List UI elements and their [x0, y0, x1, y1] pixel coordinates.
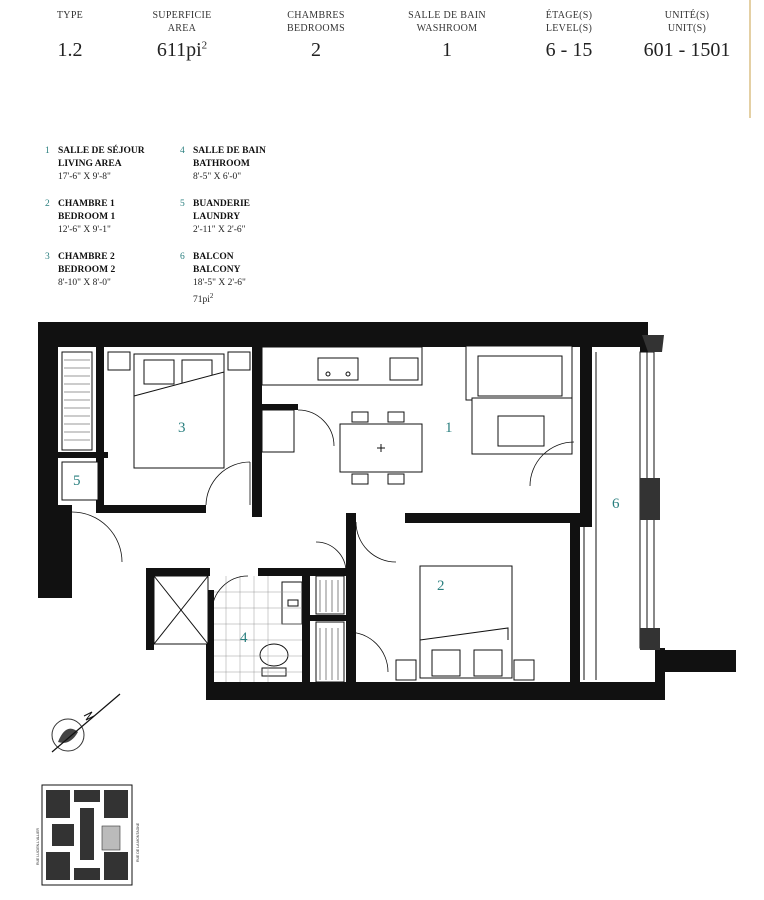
street-right-label: RUE DE LA MONTAGNE: [136, 822, 140, 862]
legend-num: 6: [180, 252, 185, 262]
compass-icon: [52, 694, 120, 752]
legend-num: 3: [45, 252, 50, 262]
bathroom-tiles: [214, 576, 302, 682]
keyplan: [36, 785, 140, 885]
legend-dims: 8'-5" X 6'-0": [193, 172, 242, 182]
units-label: UNITÉ(S) UNIT(S): [664, 10, 710, 34]
legend-dims: 12'-6" X 9'-1": [58, 225, 111, 235]
unit-location-highlight: [102, 826, 120, 850]
legend-dims: 8'-10" X 8'-0": [58, 278, 111, 288]
legend-name-fr: BUANDERIE: [193, 199, 251, 209]
plan-label-room-3: 3: [178, 420, 186, 436]
legend-dims: 18'-5" X 2'-6": [193, 278, 246, 288]
plan-label-room-2: 2: [437, 578, 445, 594]
washroom-label: SALLE DE BAIN WASHROOM: [408, 10, 486, 34]
legend-name-fr: SALLE DE BAIN: [193, 146, 266, 156]
legend-dims: 17'-6" X 9'-8": [58, 172, 111, 182]
street-left-label: RUE LUCIEN-L'ALLIER: [36, 827, 40, 865]
bed-room-2: [396, 566, 534, 680]
legend-num: 1: [45, 146, 50, 156]
legend-num: 5: [180, 199, 185, 209]
legend-name-en: BEDROOM 1: [58, 212, 116, 222]
levels-label: ÉTAGE(S) LEVEL(S): [545, 10, 593, 34]
sofa: [466, 346, 572, 454]
legend-name-en: LIVING AREA: [58, 159, 122, 169]
area-value: $611pi^2$: [156, 39, 208, 61]
floor-plan: [38, 322, 736, 700]
area-label: SUPERFICIE AREA: [152, 10, 212, 34]
legend-name-en: BEDROOM 2: [58, 265, 116, 275]
bed-room-3: [108, 352, 250, 468]
legend-name-en: LAUNDRY: [193, 212, 241, 222]
type-label: TYPE: [56, 10, 84, 21]
bathroom-fixtures: [154, 576, 302, 676]
type-value: 1.2: [57, 39, 83, 61]
legend-num: 4: [180, 146, 185, 156]
levels-value: 6 - 15: [545, 39, 593, 61]
legend-name-fr: CHAMBRE 2: [58, 252, 115, 262]
dining-table: [340, 412, 422, 484]
legend-name-en: BATHROOM: [193, 159, 250, 169]
legend-name-en: BALCONY: [193, 265, 241, 275]
washroom-value: 1: [442, 39, 452, 61]
plan-label-room-1: 1: [445, 420, 453, 436]
plan-label-room-5: 5: [73, 473, 81, 489]
bedrooms-value: 2: [311, 39, 321, 61]
plan-label-room-6: 6: [612, 496, 620, 512]
legend-num: 2: [45, 199, 50, 209]
legend-area: $71pi^2$: [193, 292, 214, 306]
bedrooms-label: CHAMBRES BEDROOMS: [287, 10, 345, 34]
legend-name-fr: BALCON: [193, 252, 234, 262]
legend-name-fr: SALLE DE SÉJOUR: [58, 146, 145, 156]
units-value: 601 - 1501: [643, 39, 731, 61]
legend-dims: 2'-11" X 2'-6": [193, 225, 246, 235]
legend-name-fr: CHAMBRE 1: [58, 199, 115, 209]
plan-label-room-4: 4: [240, 630, 248, 646]
